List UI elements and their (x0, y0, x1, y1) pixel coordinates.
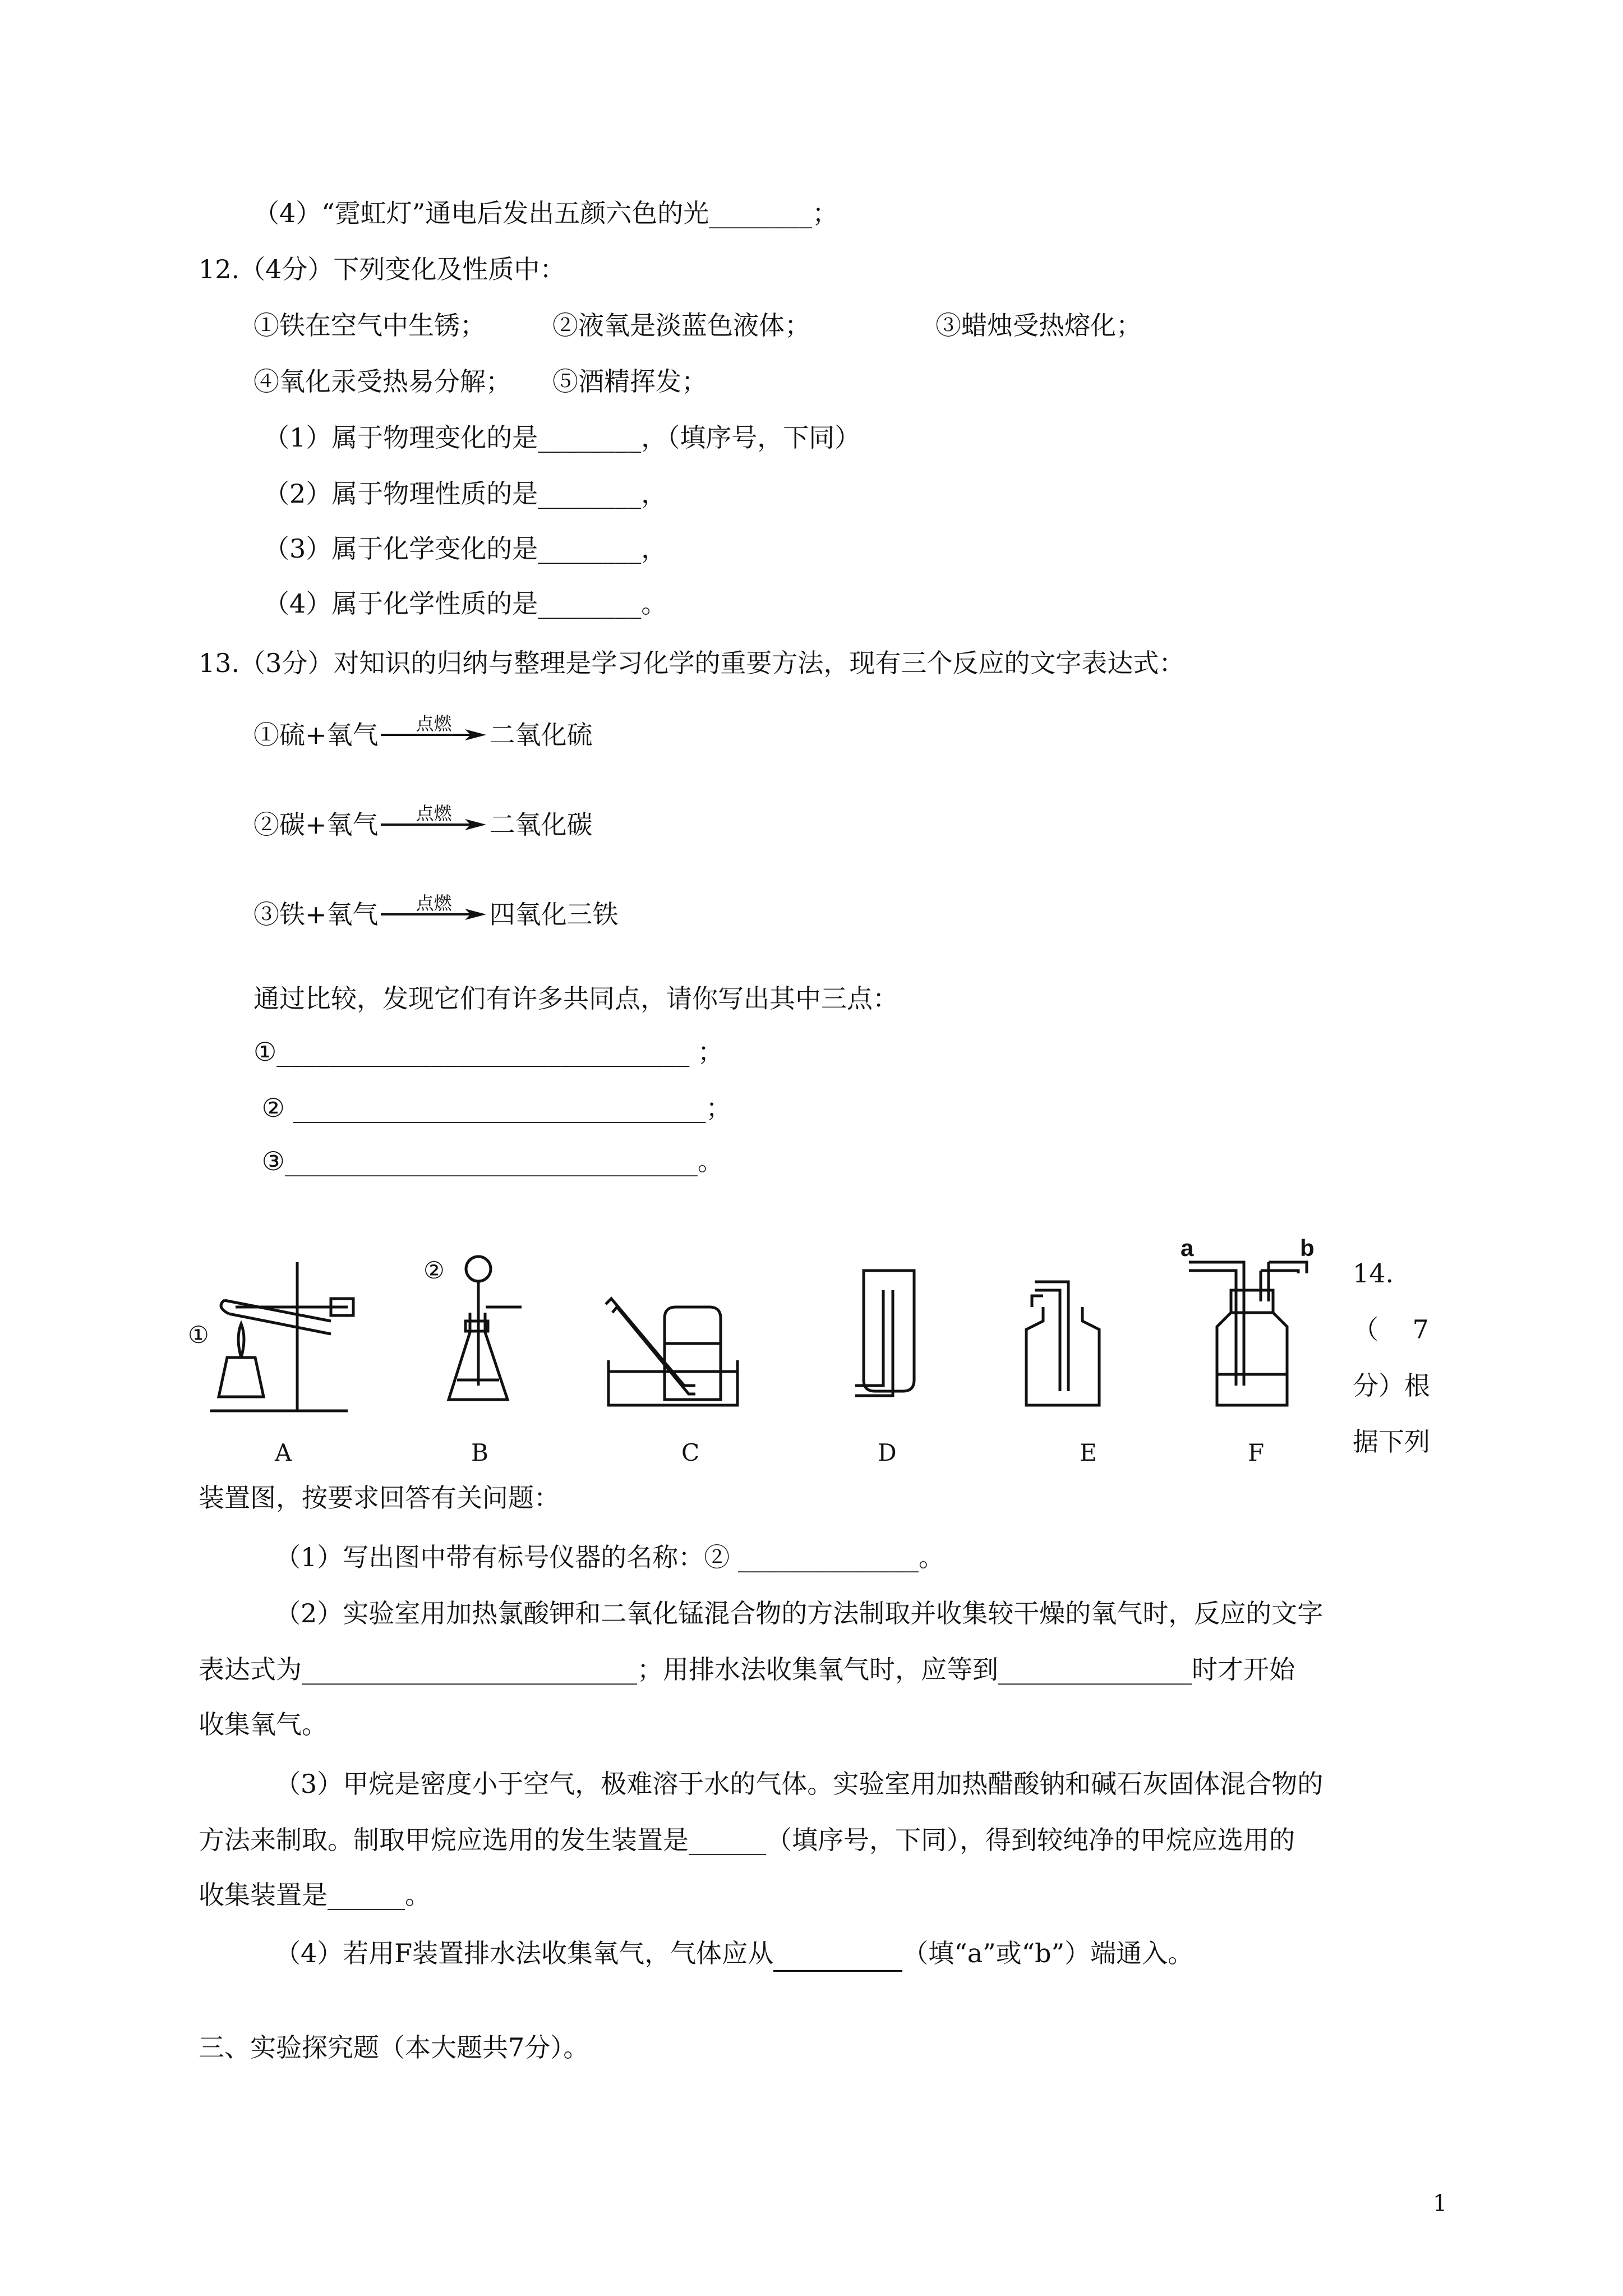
q14-sub-2-line-3: 收集氧气。 (199, 1709, 328, 1740)
reaction-3-product: 四氧化三铁 (489, 899, 619, 930)
q14-sub-3-line-1: （3）甲烷是密度小于空气，极难溶于水的气体。实验室用加热醋酸钠和碱石灰固体混合物的 (275, 1769, 1324, 1799)
q14-sub-3-line-2: 方法来制取。制取甲烷应选用的发生装置是______（填序号，下同），得到较纯净的甲烷应选用的 (199, 1825, 1295, 1855)
reaction-1-condition: 点燃 (416, 713, 452, 734)
apparatus-label-e: E (1080, 1439, 1097, 1466)
q12-item-4: ④氧化汞受热易分解； (253, 366, 511, 397)
apparatus-label-b: B (471, 1439, 488, 1466)
q14-number: 14. (1353, 1258, 1394, 1289)
q12-sub-2: （2）属于物理性质的是________， (264, 478, 667, 509)
apparatus-label-f: F (1248, 1439, 1265, 1466)
q13-blank-3: ③________________________________。 (253, 1146, 723, 1176)
q14-according: 据下列 (1353, 1427, 1430, 1457)
apparatus-e (1026, 1282, 1099, 1405)
apparatus-f (1189, 1262, 1307, 1405)
q14-sub-1: （1）写出图中带有标号仪器的名称：② ______________。 (275, 1542, 944, 1572)
apparatus-b (449, 1257, 522, 1400)
q13-title: 13.（3分）对知识的归纳与整理是学习化学的重要方法，现有三个反应的文字表达式： (199, 648, 1185, 678)
reaction-1-reactants: ①硫+氧气 (253, 720, 379, 750)
marker-2: ② (423, 1257, 445, 1284)
q12-sub-1: （1）属于物理变化的是________，（填序号，下同） (264, 422, 861, 453)
q14-sub-4-prefix: （4）若用F装置排水法收集氧气，气体应从 (275, 1938, 774, 1968)
q14-sub-4-blank (773, 1936, 902, 1972)
apparatus-d (855, 1271, 914, 1396)
q13-compare: 通过比较，发现它们有许多共同点，请你写出其中三点： (253, 983, 898, 1014)
q13-blank-2: ② ________________________________； (253, 1093, 732, 1123)
q14-sub-4 (275, 1936, 1193, 1972)
q12-sub-3: （3）属于化学变化的是________， (264, 533, 667, 564)
marker-1: ① (188, 1321, 209, 1349)
apparatus-c (606, 1299, 737, 1405)
q12-item-1: ①铁在空气中生锈； (253, 310, 486, 341)
reaction-3-reactants: ③铁+氧气 (253, 899, 379, 930)
q14-sub-2-line-2: 表达式为__________________________；用排水法收集氧气时，应等到_______________时才开始 (199, 1654, 1295, 1685)
apparatus-label-a: A (275, 1439, 292, 1466)
reaction-2-condition: 点燃 (416, 803, 452, 824)
reaction-2-product: 二氧化碳 (489, 809, 593, 840)
section-3-title: 三、实验探究题（本大题共7分）。 (199, 2032, 589, 2063)
q13-blank-1: ①________________________________ ； (253, 1037, 723, 1067)
apparatus-a (210, 1262, 353, 1411)
q12-item-2: ②液氧是淡蓝色液体； (552, 310, 810, 341)
port-b-label: b (1300, 1235, 1315, 1261)
q14-sub-3-line-3: 收集装置是______。 (199, 1880, 431, 1910)
page-number: 1 (1433, 2191, 1447, 2216)
port-a-label: a (1181, 1235, 1194, 1261)
q14-score-close: 分）根 (1353, 1370, 1430, 1401)
q12-title: 12.（4分）下列变化及性质中： (199, 254, 566, 284)
q12-item-5: ⑤酒精挥发； (552, 366, 707, 397)
q14-score-open: （ 7 (1353, 1314, 1429, 1345)
q14-sub-4-suffix: （填“a”或“b”）端通入。 (902, 1938, 1194, 1968)
reaction-3-condition: 点燃 (416, 892, 452, 914)
reaction-2-reactants: ②碳+氧气 (253, 809, 379, 840)
apparatus-label-d: D (878, 1439, 897, 1466)
q12-sub-4: （4）属于化学性质的是________。 (264, 588, 667, 619)
q12-item-3: ③蜡烛受热熔化； (935, 310, 1142, 341)
q14-sub-2-line-1: （2）实验室用加热氯酸钾和二氧化锰混合物的方法制取并收集较干燥的氧气时，反应的文字 (275, 1598, 1324, 1628)
q14-continuation: 装置图，按要求回答有关问题： (199, 1483, 560, 1513)
apparatus-label-c: C (681, 1439, 700, 1466)
reaction-1-product: 二氧化硫 (489, 720, 593, 750)
q11-part4: （4）“霓虹灯”通电后发出五颜六色的光________； (253, 198, 838, 228)
